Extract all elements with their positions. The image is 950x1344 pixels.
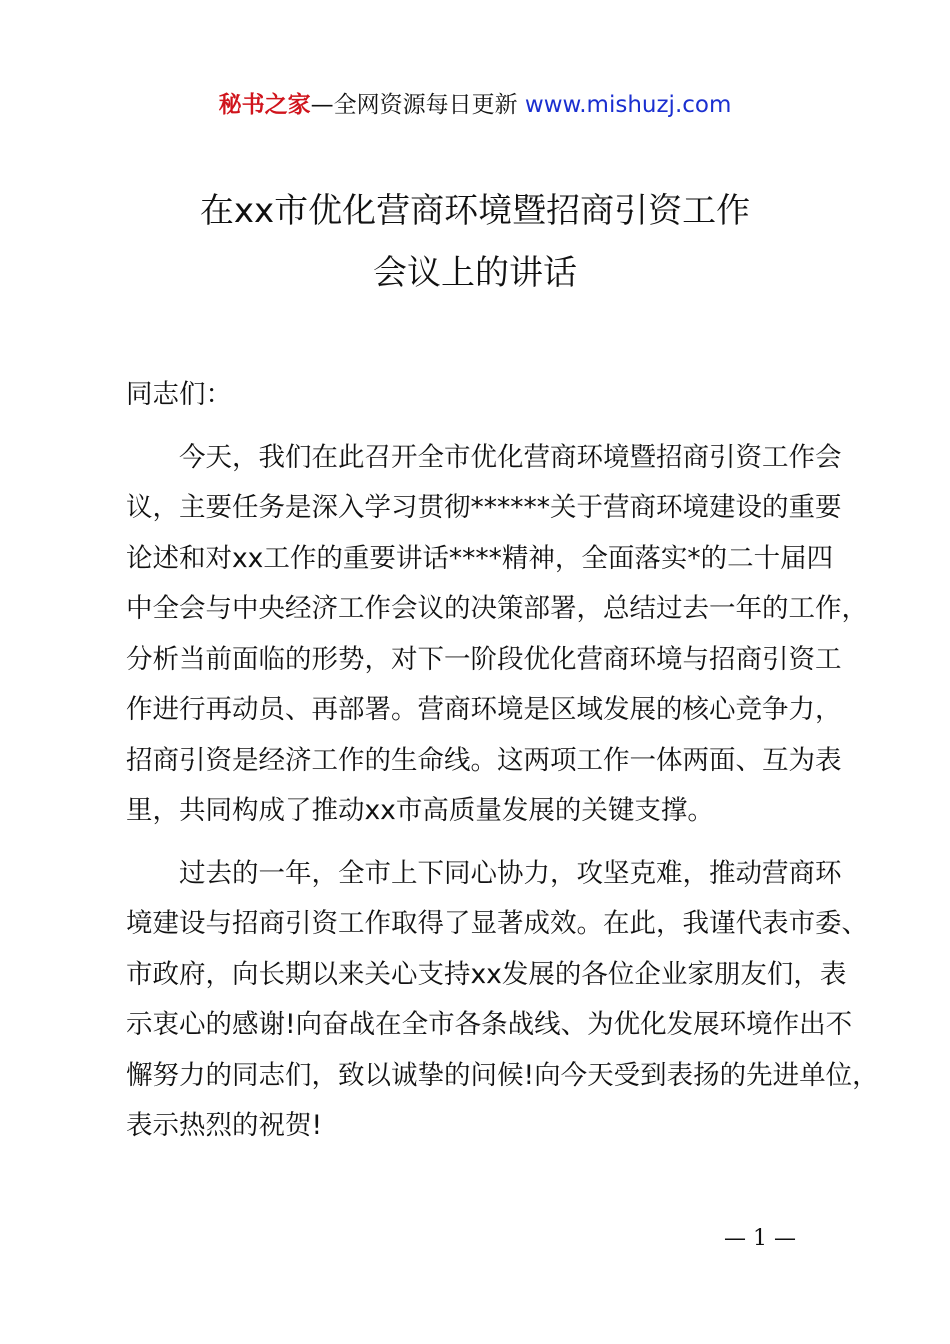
paragraph-line: 里，共同构成了推动xx市高质量发展的关键支撑。 [126,795,714,826]
paragraph-line: 分析当前面临的形势，对下一阶段优化营商环境与招商引资工 [126,643,842,675]
document-title [0,180,950,304]
paragraph-line: 市政府，向长期以来关心支持xx发展的各位企业家朋友们，表 [126,958,847,990]
document-body [126,370,879,1164]
paragraph-1 [126,433,868,837]
paragraph-line: 过去的一年，全市上下同心协力，攻坚克难，推动营商环 [179,857,842,889]
salutation: 同志们： [126,379,232,410]
title-line-2: 会议上的讲话 [373,253,577,293]
site-url: www.mishuzj.com [524,92,732,118]
title-line-1: 在xx市优化营商环境暨招商引资工作 [199,191,751,231]
paragraph-line: 懈努力的同志们，致以诚挚的问候!向今天受到表扬的先进单位， [126,1059,879,1091]
paragraph-line: 议，主要任务是深入学习贯彻******关于营商环境建设的重要 [126,492,842,523]
paragraph-line: 招商引资是经济工作的生命线。这两项工作一体两面、互为表 [126,744,842,776]
header-slogan: —全网资源每日更新 [310,92,525,118]
paragraph-2 [126,849,879,1152]
paragraph-line: 今天，我们在此召开全市优化营商环境暨招商引资工作会 [179,441,842,473]
site-header [0,88,950,122]
paragraph-line: 表示热烈的祝贺! [126,1110,323,1141]
paragraph-line: 论述和对xx工作的重要讲话****精神，全面落实*的二十届四 [126,542,834,574]
page-number: — 1 — [724,1226,796,1251]
paragraph-line: 作进行再动员、再部署。营商环境是区域发展的核心竞争力， [126,694,842,725]
paragraph-line: 示衷心的感谢!向奋战在全市各条战线、为优化发展环境作出不 [126,1009,853,1040]
paragraph-line: 境建设与招商引资工作取得了显著成效。在此，我谨代表市委、 [126,908,868,939]
paragraph-line: 中全会与中央经济工作会议的决策部署，总结过去一年的工作， [126,593,868,624]
brand-name: 秘书之家 [218,92,311,118]
